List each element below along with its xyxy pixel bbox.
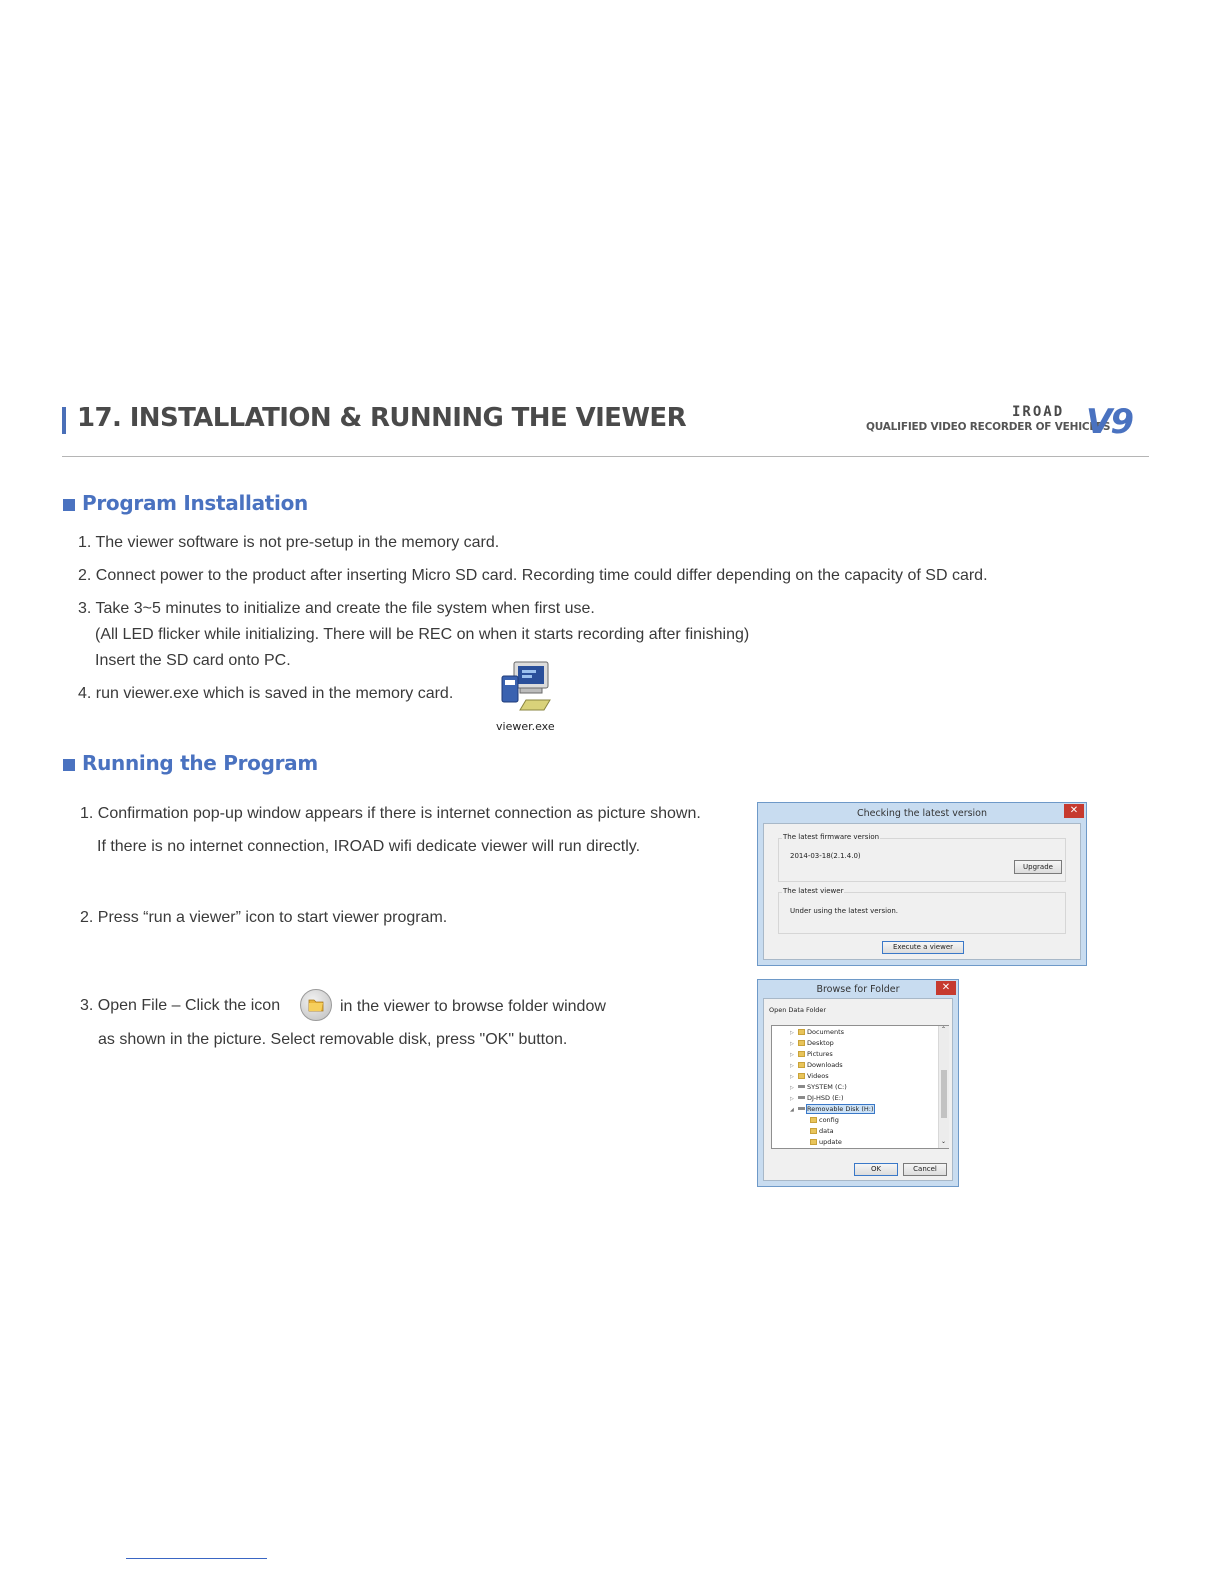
- tree-item-system-drive[interactable]: ▷ SYSTEM (C:): [790, 1083, 847, 1091]
- open-folder-button[interactable]: [300, 989, 332, 1021]
- folder-icon: [798, 1040, 805, 1046]
- browse-folder-dialog: [757, 979, 959, 1187]
- brand-tagline: QUALIFIED VIDEO RECORDER OF VEHICLES: [866, 421, 1111, 433]
- tree-item-data[interactable]: data: [810, 1127, 834, 1135]
- dialog-body: [763, 823, 1081, 960]
- brand-model-logo: V9: [1086, 402, 1132, 442]
- scrollbar-thumb[interactable]: [941, 1070, 947, 1118]
- section-title-installation: Program Installation: [82, 491, 308, 515]
- running-step-2: 2. Press “run a viewer” icon to start viewer program.: [80, 909, 448, 926]
- tree-item-documents[interactable]: ▷ Documents: [790, 1028, 845, 1036]
- section-title-running: Running the Program: [82, 751, 318, 775]
- folder-icon: [798, 1029, 805, 1035]
- tree-item-removable-disk[interactable]: ◢ Removable Disk (H:): [790, 1105, 874, 1113]
- install-step-3-note: (All LED flicker while initializing. There will be REC on when it starts recording after finishing): [95, 626, 750, 643]
- folder-tree[interactable]: [771, 1025, 949, 1149]
- folder-icon: [798, 1062, 805, 1068]
- close-icon[interactable]: ✕: [936, 981, 956, 995]
- install-step-3-insert: Insert the SD card onto PC.: [95, 652, 291, 669]
- folder-icon: [810, 1128, 817, 1134]
- cancel-button[interactable]: Cancel: [903, 1163, 947, 1176]
- tree-scrollbar[interactable]: [938, 1026, 949, 1148]
- running-step-3: 3. Open File – Click the icon: [80, 997, 281, 1014]
- header-divider: [62, 456, 1149, 457]
- firmware-group-label: The latest firmware version: [783, 833, 880, 841]
- tree-item-pictures[interactable]: ▷ Pictures: [790, 1050, 833, 1058]
- running-step-1-note: If there is no internet connection, IROAD wifi dedicate viewer will run directly.: [97, 838, 641, 855]
- install-step-1: 1. The viewer software is not pre-setup in the memory card.: [78, 534, 500, 551]
- running-step-1: 1. Confirmation pop-up window appears if there is internet connection as picture shown.: [80, 805, 701, 822]
- section-bullet-icon: [63, 499, 75, 511]
- chevron-down-icon[interactable]: ⌄: [941, 1138, 947, 1145]
- dialog-body: [763, 998, 953, 1181]
- installer-file-caption: viewer.exe: [496, 720, 555, 733]
- folder-icon: [810, 1139, 817, 1145]
- ok-button[interactable]: OK: [854, 1163, 898, 1176]
- folder-icon: [810, 1117, 817, 1123]
- header-accent-bar: [62, 407, 66, 434]
- dialog-title: Browse for Folder: [816, 984, 900, 995]
- install-step-2: 2. Connect power to the product after inserting Micro SD card. Recording time could differ depending on the capacity of SD card.: [78, 567, 988, 584]
- tree-item-update[interactable]: update: [810, 1138, 842, 1146]
- running-step-3-cont: in the viewer to browse folder window: [340, 998, 606, 1015]
- drive-icon: [798, 1107, 805, 1110]
- drive-icon: [798, 1096, 805, 1099]
- drive-icon: [798, 1085, 805, 1088]
- chevron-up-icon[interactable]: ⌃: [941, 1026, 947, 1033]
- footer-line: [126, 1558, 267, 1559]
- tree-item-videos[interactable]: ▷ Videos: [790, 1072, 829, 1080]
- execute-viewer-button[interactable]: Execute a viewer: [882, 941, 964, 954]
- running-step-3-line2: as shown in the picture. Select removable disk, press "OK" button.: [98, 1031, 568, 1048]
- install-step-4: 4. run viewer.exe which is saved in the memory card.: [78, 685, 454, 702]
- folder-prompt: Open Data Folder: [769, 1006, 827, 1014]
- viewer-group-label: The latest viewer: [783, 887, 844, 895]
- tree-item-desktop[interactable]: ▷ Desktop: [790, 1039, 834, 1047]
- tree-item-e-drive[interactable]: ▷ DJ-HSD (E:): [790, 1094, 844, 1102]
- dialog-title: Checking the latest version: [856, 808, 988, 819]
- version-check-dialog: [757, 802, 1087, 966]
- close-icon[interactable]: ✕: [1064, 804, 1084, 818]
- brand-name: IROAD: [1012, 404, 1065, 420]
- firmware-version-value: 2014-03-18(2.1.4.0): [790, 852, 861, 860]
- tree-item-downloads[interactable]: ▷ Downloads: [790, 1061, 843, 1069]
- tree-item-config[interactable]: config: [810, 1116, 839, 1124]
- installer-icon[interactable]: [500, 660, 556, 712]
- folder-icon: [301, 990, 331, 1020]
- install-step-3: 3. Take 3~5 minutes to initialize and create the file system when first use.: [78, 600, 595, 617]
- viewer-status-text: Under using the latest version.: [790, 907, 899, 915]
- page-title: 17. INSTALLATION & RUNNING THE VIEWER: [77, 403, 686, 433]
- section-bullet-icon: [63, 759, 75, 771]
- folder-icon: [798, 1051, 805, 1057]
- upgrade-button[interactable]: Upgrade: [1014, 860, 1062, 874]
- folder-icon: [798, 1073, 805, 1079]
